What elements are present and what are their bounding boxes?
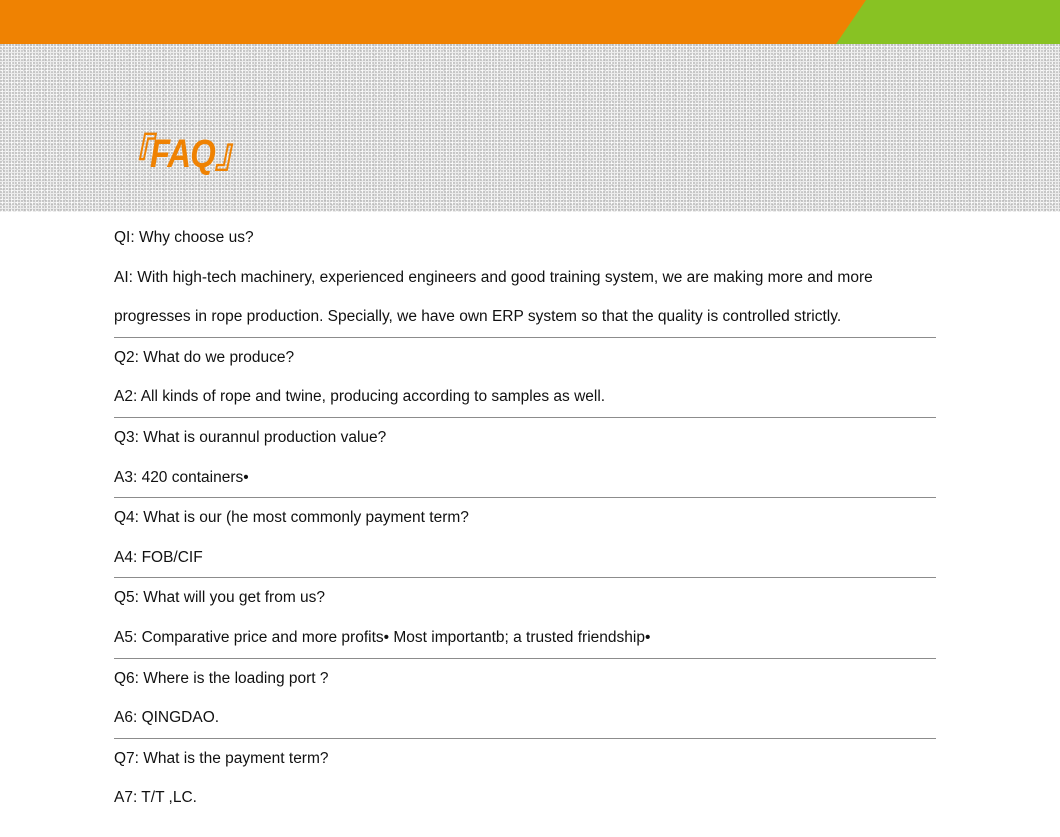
faq-title: 『FAQ』 [118, 132, 247, 176]
faq-item [114, 418, 936, 498]
faq-answer-line: A6: QINGDAO. [114, 709, 220, 727]
faq-question: Q3: What is ourannul production value? [114, 428, 387, 446]
faq-answer-line: A5: Comparative price and more profits• Most importantb; a trusted friendship• [114, 628, 651, 646]
faq-item [114, 498, 936, 578]
faq-question: Q4: What is our (he most commonly payment term? [114, 509, 469, 527]
faq-item [114, 338, 936, 418]
faq-item [114, 739, 936, 818]
faq-item [114, 218, 936, 338]
faq-question: Q7: What is the payment term? [114, 749, 329, 767]
faq-question: Q5: What will you get from us? [114, 589, 326, 607]
faq-item [114, 578, 936, 658]
faq-question: QI: Why choose us? [114, 229, 254, 246]
faq-question: Q2: What do we produce? [114, 348, 295, 366]
faq-list [114, 218, 936, 818]
faq-answer-line: A7: T/T ,LC. [114, 789, 197, 807]
faq-question: Q6: Where is the loading port ? [114, 669, 329, 687]
faq-answer-line: A3: 420 containers• [114, 468, 249, 486]
faq-item [114, 659, 936, 739]
faq-answer-line: A2: All kinds of rope and twine, producing according to samples as well. [114, 388, 606, 406]
faq-answer-line: AI: With high-tech machinery, experienced engineers and good training system, we are making more and more [114, 268, 873, 286]
faq-answer-line: A4: FOB/CIF [114, 548, 203, 566]
faq-answer-line: progresses in rope production. Specially, we have own ERP system so that the quality is controlled strictly. [114, 308, 842, 326]
